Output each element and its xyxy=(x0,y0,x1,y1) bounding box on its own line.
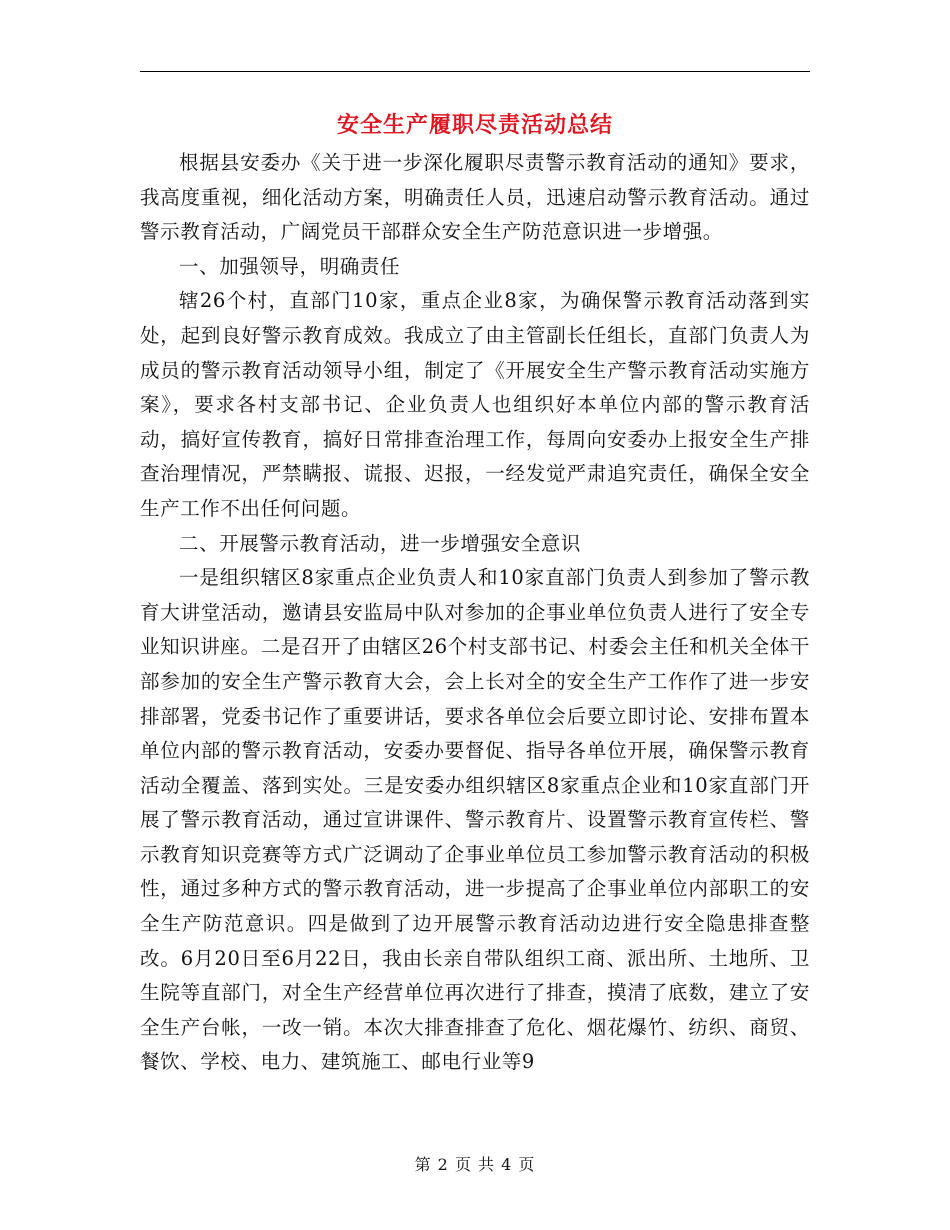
document-body xyxy=(140,146,810,1080)
document-title: 安全生产履职尽责活动总结 xyxy=(336,112,613,138)
header-rule xyxy=(140,71,810,72)
section-1-paragraph: 辖26个村，直部门10家，重点企业8家，为确保警示教育活动落到实处，起到良好警示教育成效。我成立了由主管副长任组长，直部门负责人为成员的警示教育活动领导小组，制定了《开展安全生产警示教育活动实施方案》，要求各村支部书记、企业负责人也组织好本单位内部的警示教育活动，搞好宣传教育，搞好日常排查治理工作，每周向安委办上报安全生产排查治理情况，严禁瞒报、谎报、迟报，一经发觉严肃追究责任，确保全安全生产工作不出任何问题。 xyxy=(140,289,810,520)
section-heading-2: 二、开展警示教育活动，进一步增强安全意识 xyxy=(179,531,582,555)
page-number-footer: 第 2 页 共 4 页 xyxy=(414,1155,536,1174)
section-2-paragraph: 一是组织辖区8家重点企业负责人和10家直部门负责人到参加了警示教育大讲堂活动，邀请县安监局中队对参加的企事业单位负责人进行了安全专业知识讲座。二是召开了由辖区26个村支部书记、村委会主任和机关全体干部参加的安全生产警示教育大会，会上长对全的安全生产工作作了进一步安排部署，党委书记作了重要讲话，要求各单位会后要立即讨论、安排布置本单位内部的警示教育活动，安委办要督促、指导各单位开展，确保警示教育活动全覆盖、落到实处。三是安委办组织辖区8家重点企业和10家直部门开展了警示教育活动，通过宣讲课件、警示教育片、设置警示教育宣传栏、警示教育知识竞赛等方式广泛调动了企事业单位员工参加警示教育活动的积极性，通过多种方式的警示教育活动，进一步提高了企事业单位内部职工的安全生产防范意识。四是做到了边开展警示教育活动边进行安全隐患排查整改。6月20日至6月22日，我由长亲自带队组织工商、派出所、土地所、卫生院等直部门，对全生产经营单位再次进行了排查，摸清了底数，建立了安全生产台帐，一改一销。本次大排查排查了危化、烟花爆竹、纺织、商贸、餐饮、学校、电力、建筑施工、邮电行业等9 xyxy=(140,566,810,1074)
section-heading-1: 一、加强领导，明确责任 xyxy=(179,254,401,278)
intro-paragraph: 根据县安委办《关于进一步深化履职尽责警示教育活动的通知》要求，我高度重视，细化活动方案，明确责任人员，迅速启动警示教育活动。通过警示教育活动，广阔党员干部群众安全生产防范意识进一步增强。 xyxy=(140,151,810,244)
